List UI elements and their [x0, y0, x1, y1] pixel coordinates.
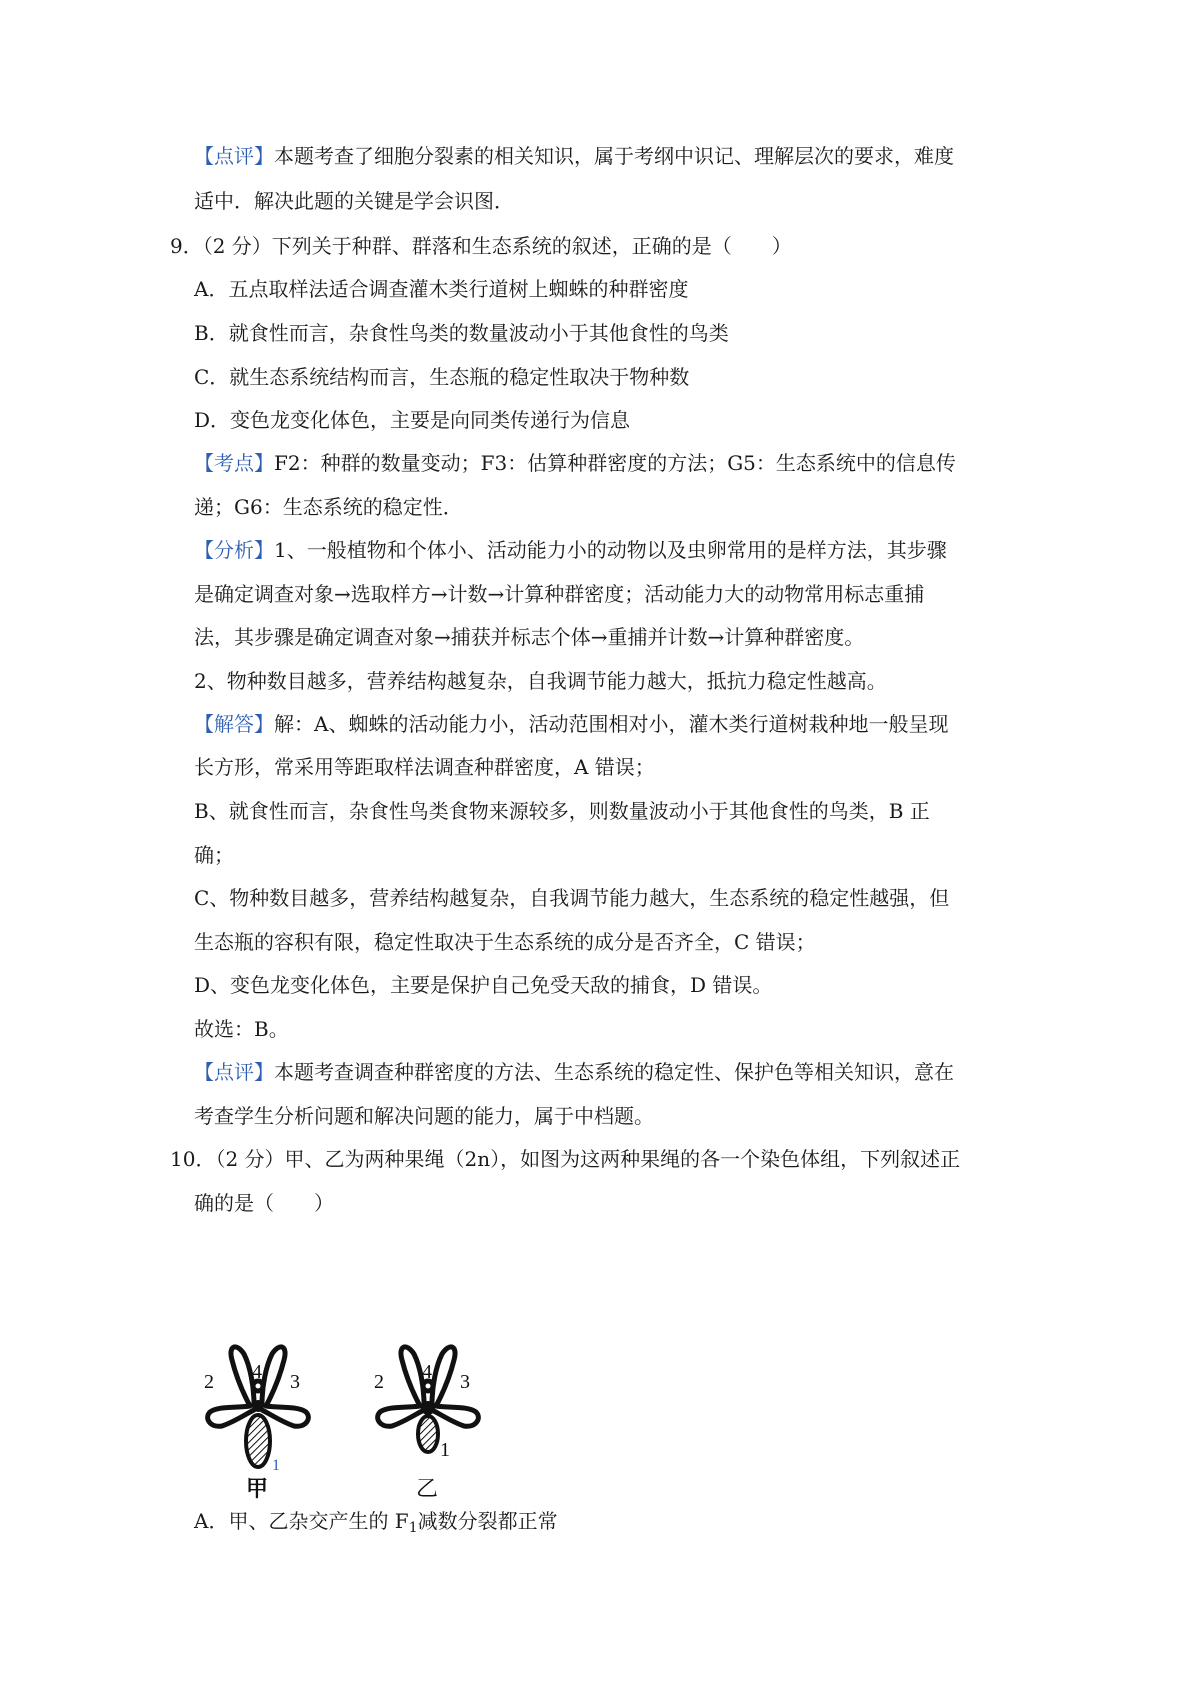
jieda-line-1: 【解答】解：A、蜘蛛的活动能力小，活动范围相对小，灌木类行道树栽种地一般呈现 [194, 712, 949, 736]
chromosome-3-jia [262, 1347, 308, 1426]
q10-option-a: A．甲、乙杂交产生的 $F_1$减数分裂都正常 [194, 1509, 558, 1536]
label-3-yi: 3 [460, 1371, 470, 1393]
jieda-line-3: B、就食性而言，杂食性鸟类食物来源较多，则数量波动小于其他食性的鸟类，B 正 [194, 799, 930, 823]
review-tag: 【点评】 [194, 144, 274, 168]
chromosome-2-jia [208, 1347, 254, 1426]
dianping-line-1: 【点评】本题考查调查种群密度的方法、生态系统的稳定性、保护色等相关知识，意在 [194, 1060, 954, 1084]
chromosome-figure [206, 1336, 516, 1506]
fenxi-line-3: 法，其步骤是确定调查对象→捕获并标志个体→重捕并计数→计算种群密度。 [194, 625, 865, 649]
chromosome-1-yi [418, 1401, 438, 1452]
jieda-line-4: 确； [194, 843, 234, 867]
label-4-yi: 4 [422, 1361, 432, 1383]
jieda-line-6: 生态瓶的容积有限，稳定性取决于生态系统的成分是否齐全，C 错误； [194, 930, 816, 954]
chromosome-3-yi [432, 1347, 478, 1426]
label-1-jia: 1 [272, 1457, 280, 1474]
label-2-yi: 2 [374, 1371, 384, 1393]
review-1-line-2: 适中．解决此题的关键是学会识图． [194, 189, 514, 213]
label-1-yi: 1 [440, 1439, 450, 1461]
jieda-line-2: 长方形，常采用等距取样法调查种群密度，A 错误； [194, 755, 655, 779]
chromosome-diagram [206, 1336, 516, 1501]
jieda-tag: 【解答】 [194, 712, 274, 736]
fenxi-line-4: 2、物种数目越多，营养结构越复杂，自我调节能力越大，抵抗力稳定性越高。 [194, 669, 887, 693]
jieda-answer: 故选：B。 [194, 1017, 289, 1041]
review-1-line-1: 【点评】本题考查了细胞分裂素的相关知识，属于考纲中识记、理解层次的要求，难度 [194, 144, 954, 168]
label-2-jia: 2 [204, 1371, 214, 1393]
kaodian-line-1: 【考点】F2：种群的数量变动；F3：估算种群密度的方法；G5：生态系统中的信息传 [194, 451, 956, 475]
caption-jia: 甲 [246, 1477, 269, 1502]
label-4-jia: 4 [252, 1361, 262, 1383]
q9-option-d: D．变色龙变化体色，主要是向同类传递行为信息 [194, 408, 631, 432]
jieda-line-5: C、物种数目越多，营养结构越复杂，自我调节能力越大，生态系统的稳定性越强，但 [194, 886, 950, 910]
fenxi-line-1: 【分析】1、一般植物和个体小、活动能力小的动物以及虫卵常用的是样方法，其步骤 [194, 538, 947, 562]
dianping-tag: 【点评】 [194, 1060, 274, 1084]
label-3-jia: 3 [290, 1371, 300, 1393]
fenxi-line-2: 是确定调查对象→选取样方→计数→计算种群密度；活动能力大的动物常用标志重捕 [194, 582, 925, 606]
jieda-line-7: D、变色龙变化体色，主要是保护自己免受天敌的捕食，D 错误。 [194, 973, 773, 997]
question-10-stem-line-2: 确的是（ ） [194, 1191, 334, 1215]
chromosome-2-yi [378, 1347, 424, 1426]
kaodian-tag: 【考点】 [194, 451, 274, 475]
question-10-stem-line-1: 10．（2 分）甲、乙为两种果绳（2n），如图为这两种果绳的各一个染色体组，下列叙述正 [170, 1147, 961, 1171]
q9-option-a: A．五点取样法适合调查灌木类行道树上蜘蛛的种群密度 [194, 277, 689, 301]
q9-option-b: B．就食性而言，杂食性鸟类的数量波动小于其他食性的鸟类 [194, 321, 729, 345]
caption-yi: 乙 [416, 1477, 439, 1502]
fenxi-tag: 【分析】 [194, 538, 274, 562]
question-9-stem: 9．（2 分）下列关于种群、群落和生态系统的叙述，正确的是（ ） [170, 234, 792, 258]
dianping-line-2: 考查学生分析问题和解决问题的能力，属于中档题。 [194, 1104, 654, 1128]
q9-option-c: C．就生态系统结构而言，生态瓶的稳定性取决于物种数 [194, 365, 690, 389]
kaodian-line-2: 递；G6：生态系统的稳定性． [194, 495, 463, 519]
